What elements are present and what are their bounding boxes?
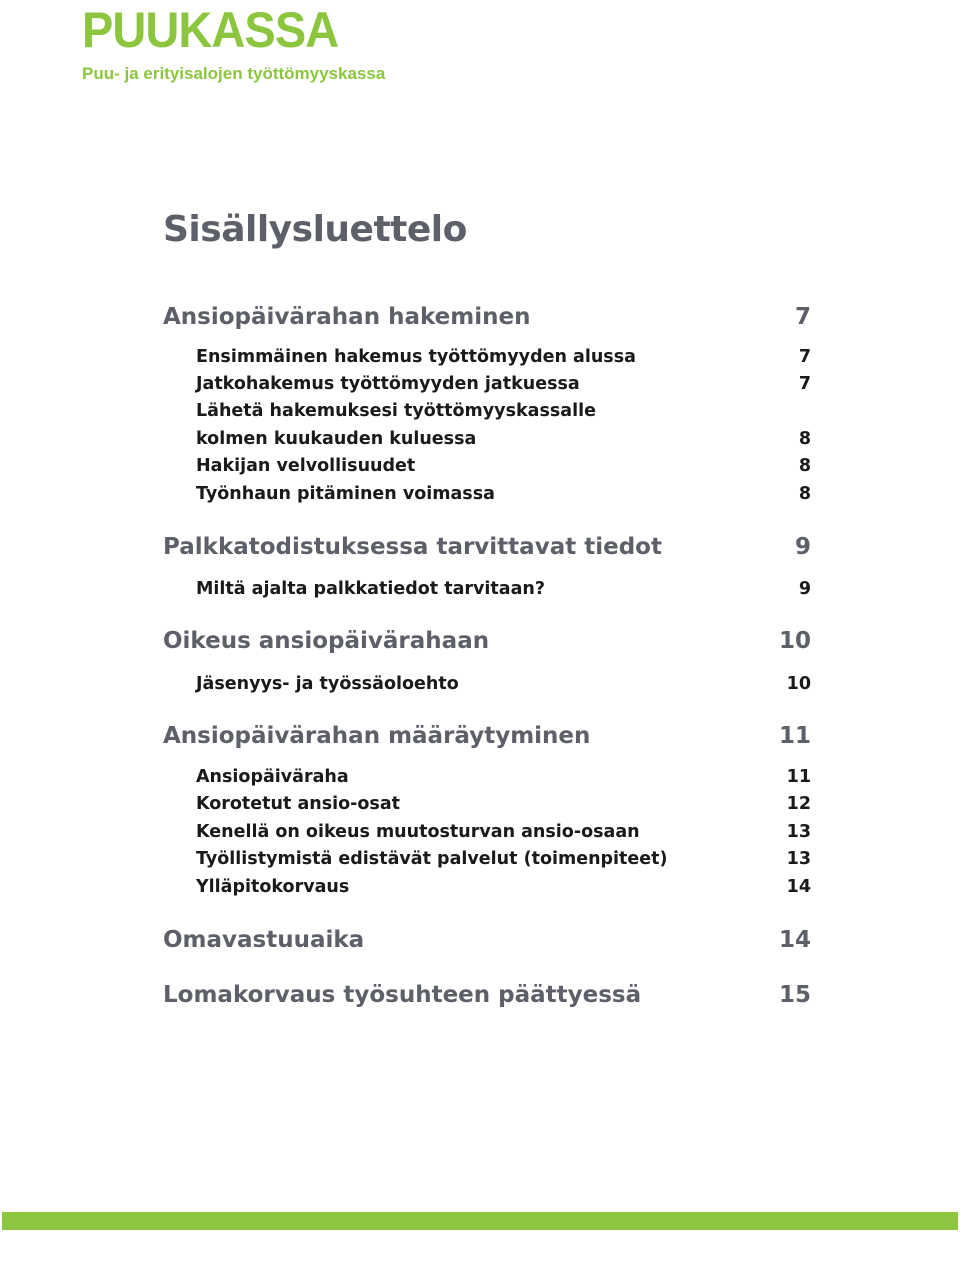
toc-label: Hakijan velvollisuudet: [196, 456, 416, 476]
toc-entry[interactable]: [163, 819, 811, 845]
toc-section[interactable]: [163, 532, 811, 562]
toc-label: Lähetä hakemuksesi työttömyyskassalle: [196, 401, 596, 421]
toc-page-number: 11: [778, 723, 811, 749]
toc-page-number: 11: [786, 767, 811, 787]
toc-label: Ylläpitokorvaus: [196, 877, 350, 897]
toc-section[interactable]: [163, 980, 811, 1010]
toc-entry[interactable]: [163, 576, 811, 602]
toc-entry[interactable]: [163, 398, 811, 424]
toc-label: kolmen kuukauden kuluessa: [196, 429, 477, 449]
toc-page-number: 9: [798, 579, 811, 599]
toc-page-number: 13: [786, 849, 811, 869]
toc-entry[interactable]: [163, 874, 811, 900]
toc-entry[interactable]: [163, 344, 811, 370]
page-title: Sisällysluettelo: [163, 209, 467, 250]
brand-subtitle: Puu- ja erityisalojen työttömyyskassa: [82, 64, 386, 83]
toc-label: Lomakorvaus työsuhteen päättyessä: [163, 982, 642, 1008]
toc-section[interactable]: [163, 925, 811, 955]
toc-page-number: 8: [798, 429, 811, 449]
toc-label: Ansiopäiväraha: [196, 767, 349, 787]
toc-section[interactable]: [163, 302, 811, 332]
toc-page-number: 8: [798, 456, 811, 476]
toc-label: Ansiopäivärahan määräytyminen: [163, 723, 591, 749]
toc-label: Työnhaun pitäminen voimassa: [196, 484, 495, 504]
toc-label: Ensimmäinen hakemus työttömyyden alussa: [196, 347, 636, 367]
toc-page-number: 10: [778, 628, 811, 654]
toc-label: Miltä ajalta palkkatiedot tarvitaan?: [196, 579, 546, 599]
toc-page-number: 14: [778, 927, 811, 953]
toc-entry[interactable]: [163, 846, 811, 872]
toc-page-number: 8: [798, 484, 811, 504]
toc-section[interactable]: [163, 626, 811, 656]
footer-bar: [2, 1212, 958, 1230]
toc-page-number: 7: [798, 374, 811, 394]
toc-page-number: 10: [786, 674, 811, 694]
toc-label: Kenellä on oikeus muutosturvan ansio-osaan: [196, 822, 640, 842]
toc-entry[interactable]: [163, 791, 811, 817]
toc-label: Palkkatodistuksessa tarvittavat tiedot: [163, 534, 662, 560]
toc-entry[interactable]: [163, 453, 811, 479]
toc-page-number: 7: [798, 347, 811, 367]
toc-label: Ansiopäivärahan hakeminen: [163, 304, 531, 330]
toc-label: Jäsenyys- ja työssäoloehto: [196, 674, 459, 694]
toc-page-number: 13: [786, 822, 811, 842]
toc-page-number: 15: [778, 982, 811, 1008]
toc-entry[interactable]: [163, 671, 811, 697]
toc-section[interactable]: [163, 721, 811, 751]
brand-logo: PUUKASSA: [82, 2, 339, 58]
toc-label: Työllistymistä edistävät palvelut (toimenpiteet): [196, 849, 668, 869]
toc-label: Jatkohakemus työttömyyden jatkuessa: [196, 374, 580, 394]
toc-entry[interactable]: [163, 764, 811, 790]
toc-page-number: 9: [794, 534, 811, 560]
toc-entry[interactable]: [163, 371, 811, 397]
toc-label: Korotetut ansio-osat: [196, 794, 401, 814]
toc-label: Oikeus ansiopäivärahaan: [163, 628, 490, 654]
toc-page-number: 7: [794, 304, 811, 330]
toc-entry[interactable]: [163, 481, 811, 507]
toc-label: Omavastuuaika: [163, 927, 365, 953]
toc-page-number: 14: [786, 877, 811, 897]
toc-entry[interactable]: [163, 426, 811, 452]
toc-page-number: 12: [786, 794, 811, 814]
